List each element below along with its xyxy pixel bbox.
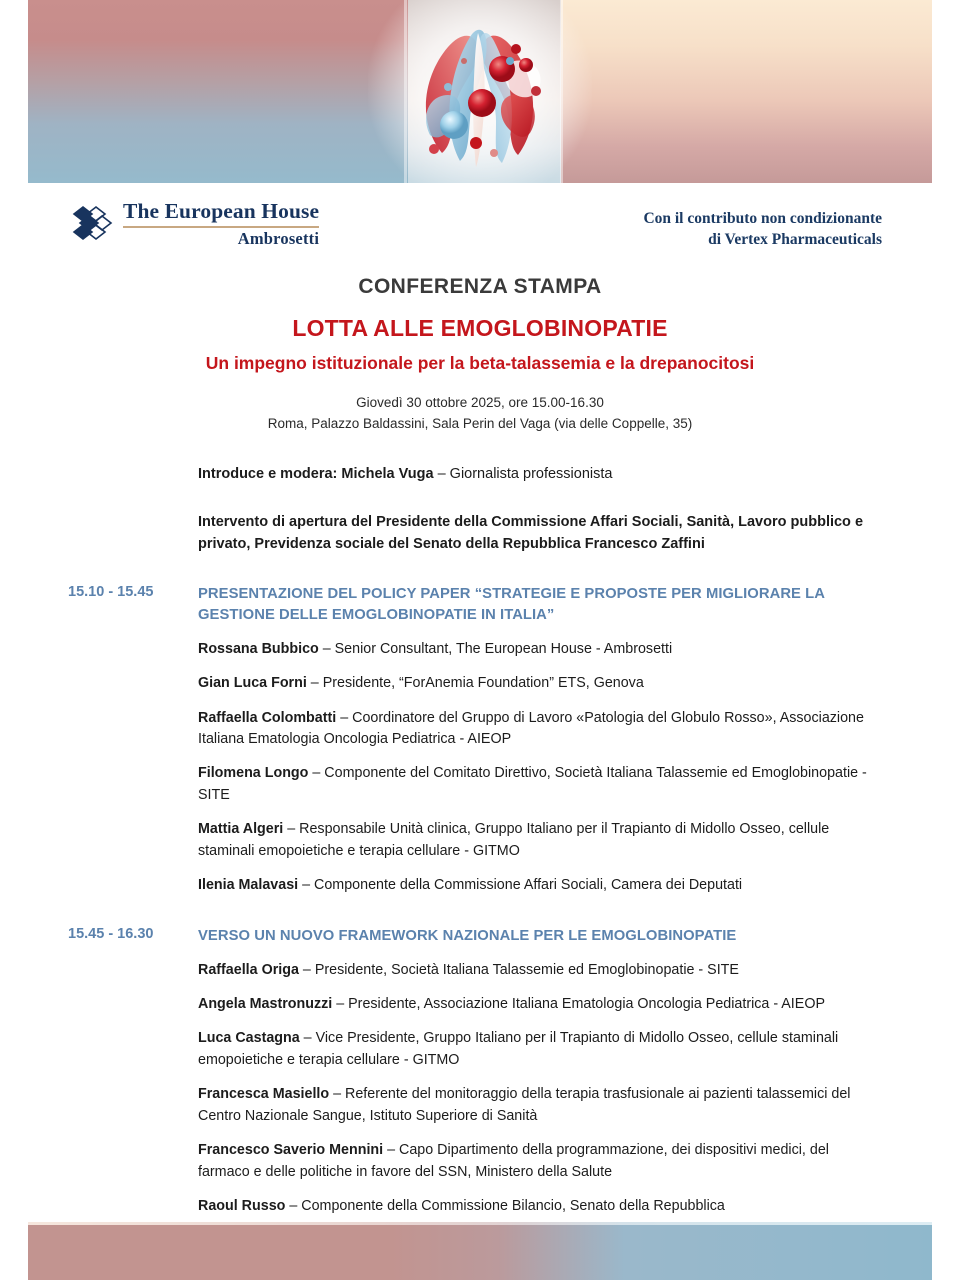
speaker-role: – Componente della Commissione Affari Sociali, Camera dei Deputati: [298, 877, 743, 894]
event-when-where: [0, 393, 960, 435]
speaker-role: – Componente della Commissione Bilancio, Senato della Repubblica: [285, 1198, 725, 1215]
moderator-line: [198, 464, 868, 486]
speaker-name: Francesco Saverio Mennini: [198, 1142, 384, 1159]
speaker-role: – Responsabile Unità clinica, Gruppo Italiano per il Trapianto di Midollo Osseo, cellule staminali emopoietiche e terapia cellulare - GITMO: [198, 821, 830, 859]
speaker-entry: [198, 1196, 868, 1217]
speaker-role: – Presidente, “ForAnemia Foundation” ETS, Genova: [306, 675, 644, 692]
event-subtitle: Un impegno istituzionale per la beta-talassemia e la drepanocitosi: [205, 353, 755, 373]
title-block: [0, 275, 960, 435]
speaker-role: – Senior Consultant, The European House - Ambrosetti: [318, 640, 673, 657]
contributor-line-1: Con il contributo non condizionante: [643, 210, 882, 227]
speaker-name: Filomena Longo: [198, 765, 309, 782]
speaker-entry: [198, 960, 868, 981]
brand-row: [0, 183, 960, 261]
speaker-entry: [198, 708, 868, 751]
document-content: [0, 183, 960, 1218]
intro-block: [0, 464, 960, 555]
event-title: LOTTA ALLE EMOGLOBINOPATIE: [292, 315, 668, 341]
speaker-name: Mattia Algeri: [198, 821, 284, 838]
motif-illustration: [390, 3, 570, 181]
speaker-list: [198, 639, 868, 897]
speaker-name: Gian Luca Forni: [198, 675, 307, 692]
speaker-entry: [198, 819, 868, 862]
speaker-name: Angela Mastronuzzi: [198, 996, 333, 1013]
speaker-entry: [198, 1028, 868, 1071]
opening-statement: Intervento di apertura del Presidente della Commissione Affari Sociali, Sanità, Lavoro pubblico e privato, Previdenza sociale del Senato della Repubblica Francesco Zaffini: [198, 513, 864, 552]
event-kicker: CONFERENZA STAMPA: [358, 275, 602, 298]
speaker-role: – Vice Presidente, Gruppo Italiano per il Trapianto di Midollo Osseo, cellule staminali emopoietiche e terapia cellulare - GITMO: [198, 1030, 839, 1068]
speaker-name: Raffaella Origa: [198, 961, 299, 978]
sessions-container: [0, 584, 960, 1218]
banner-panel-right: [561, 0, 932, 183]
session-heading: VERSO UN NUOVO FRAMEWORK NAZIONALE PER LE EMOGLOBINOPATIE: [198, 927, 737, 944]
speaker-name: Luca Castagna: [198, 1030, 300, 1047]
speaker-entry: [198, 994, 868, 1015]
moderator-role: – Giornalista professionista: [433, 465, 613, 482]
logo-line-2: Ambrosetti: [237, 228, 320, 248]
speaker-name: Ilenia Malavasi: [198, 877, 299, 894]
footer-band: [28, 1222, 932, 1280]
speaker-name: Rossana Bubbico: [198, 640, 319, 657]
speaker-name: Raoul Russo: [198, 1198, 286, 1215]
session-time: 15.45 - 16.30: [68, 925, 154, 942]
speaker-entry: [198, 875, 868, 896]
speaker-list: [198, 960, 868, 1218]
session-time: 15.10 - 15.45: [68, 583, 154, 600]
speaker-name: Francesca Masiello: [198, 1086, 330, 1103]
moderator-name: Introduce e modera: Michela Vuga: [198, 465, 434, 482]
speaker-role: – Presidente, Associazione Italiana Ematologia Oncologia Pediatrica - AIEOP: [332, 996, 825, 1013]
logo-wordmark: [123, 201, 319, 247]
header-banner: [28, 0, 932, 183]
event-venue: Roma, Palazzo Baldassini, Sala Perin del Vaga (via delle Coppelle, 35): [267, 415, 693, 431]
speaker-entry: [198, 673, 868, 694]
contributor-line-2: di Vertex Pharmaceuticals: [708, 230, 882, 248]
speaker-entry: [198, 1140, 868, 1183]
speaker-role: – Capo Dipartimento della programmazione, dei dispositivi medici, del farmaco e delle politiche in favore del SSN, Ministero della Salute: [198, 1142, 829, 1180]
ambrosetti-logo: [72, 201, 319, 247]
speaker-role: – Referente del monitoraggio della terapia trasfusionale ai pazienti talassemici del Centro Nazionale Sangue, Istituto Superiore di Sanità: [198, 1086, 851, 1124]
footer-highlight: [28, 1222, 932, 1225]
session-block: [0, 926, 960, 1218]
session-block: [0, 584, 960, 897]
blood-cells-motif: [390, 3, 570, 181]
speaker-entry: [198, 763, 868, 806]
speaker-role: – Componente del Comitato Direttivo, Società Italiana Talassemie ed Emoglobinopatie - SITE: [198, 765, 867, 803]
speaker-role: – Coordinatore del Gruppo di Lavoro «Patologia del Globulo Rosso», Associazione Italiana Ematologia Oncologia Pediatrica - AIEOP: [198, 709, 864, 747]
speaker-name: Raffaella Colombatti: [198, 709, 337, 726]
ambrosetti-diamond-icon: [72, 204, 116, 244]
speaker-entry: [198, 639, 868, 660]
banner-panel-left: [28, 0, 408, 183]
event-date: Giovedì 30 ottobre 2025, ore 15.00-16.30: [356, 395, 604, 410]
speaker-entry: [198, 1084, 868, 1127]
session-heading: PRESENTAZIONE DEL POLICY PAPER “STRATEGIE E PROPOSTE PER MIGLIORARE LA GESTIONE DELLE EMOGLOBINOPATIE IN ITALIA”: [198, 585, 825, 623]
logo-line-1: The European House: [123, 201, 319, 228]
speaker-role: – Presidente, Società Italiana Talassemie ed Emoglobinopatie - SITE: [298, 961, 739, 978]
contributor-note: [643, 209, 882, 251]
